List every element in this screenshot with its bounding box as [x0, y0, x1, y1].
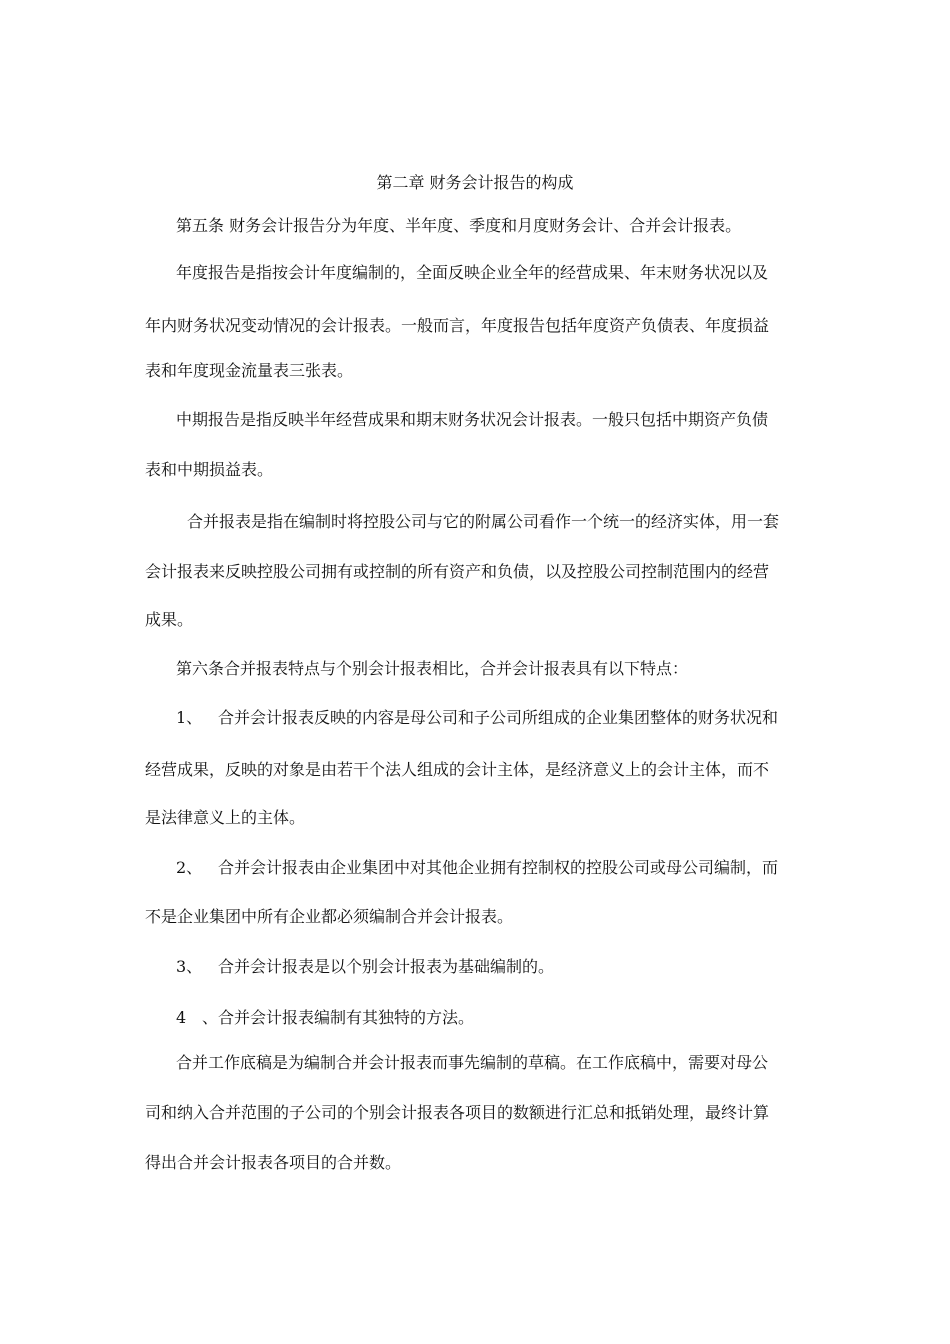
- paragraph-line: 表和年度现金流量表三张表。: [145, 361, 354, 380]
- list-number: 3、: [176, 957, 203, 976]
- paragraph-line: 第五条 财务会计报告分为年度、半年度、季度和月度财务会计、合并会计报表。: [176, 216, 742, 235]
- paragraph-line: 中期报告是指反映半年经营成果和期末财务状况会计报表。一般只包括中期资产负债: [176, 410, 769, 429]
- list-item-text: 合并会计报表是以个别会计报表为基础编制的。: [218, 957, 555, 976]
- list-number: 1、: [176, 708, 203, 727]
- paragraph-line: 第六条合并报表特点与个别会计报表相比，合并会计报表具有以下特点：: [176, 659, 689, 678]
- paragraph-line: 是法律意义上的主体。: [145, 808, 306, 827]
- list-item-line: [176, 708, 778, 728]
- paragraph-line: 年内财务状况变动情况的会计报表。一般而言，年度报告包括年度资产负债表、年度损益: [145, 316, 770, 335]
- paragraph-line: 合并报表是指在编制时将控股公司与它的附属公司看作一个统一的经济实体，用一套: [187, 512, 780, 531]
- paragraph-line: 会计报表来反映控股公司拥有或控制的所有资产和负债，以及控股公司控制范围内的经营: [145, 562, 770, 581]
- paragraph-line: 合并工作底稿是为编制合并会计报表而事先编制的草稿。在工作底稿中，需要对母公: [176, 1053, 769, 1072]
- paragraph-line: 不是企业集团中所有企业都必须编制合并会计报表。: [145, 907, 514, 926]
- paragraph-line: 经营成果，反映的对象是由若干个法人组成的会计主体，是经济意义上的会计主体，而不: [145, 760, 770, 779]
- paragraph-line: 成果。: [145, 610, 194, 629]
- list-item-line: [176, 1008, 474, 1028]
- list-item-line: [176, 957, 554, 977]
- list-number: 2、: [176, 858, 203, 877]
- paragraph-line: 得出合并会计报表各项目的合并数。: [145, 1153, 402, 1172]
- paragraph-line: 司和纳入合并范围的子公司的个别会计报表各项目的数额进行汇总和抵销处理，最终计算: [145, 1103, 770, 1122]
- list-item-text: 、合并会计报表编制有其独特的方法。: [202, 1008, 475, 1027]
- chapter-title: 第二章 财务会计报告的构成: [376, 173, 574, 192]
- list-item-text: 合并会计报表反映的内容是母公司和子公司所组成的企业集团整体的财务状况和: [218, 708, 779, 727]
- list-item-line: [176, 858, 778, 878]
- paragraph-line: 年度报告是指按会计年度编制的，全面反映企业全年的经营成果、年末财务状况以及: [176, 263, 769, 282]
- list-number: 4: [176, 1008, 187, 1027]
- paragraph-line: 表和中期损益表。: [145, 460, 274, 479]
- list-item-text: 合并会计报表由企业集团中对其他企业拥有控制权的控股公司或母公司编制，而: [218, 858, 779, 877]
